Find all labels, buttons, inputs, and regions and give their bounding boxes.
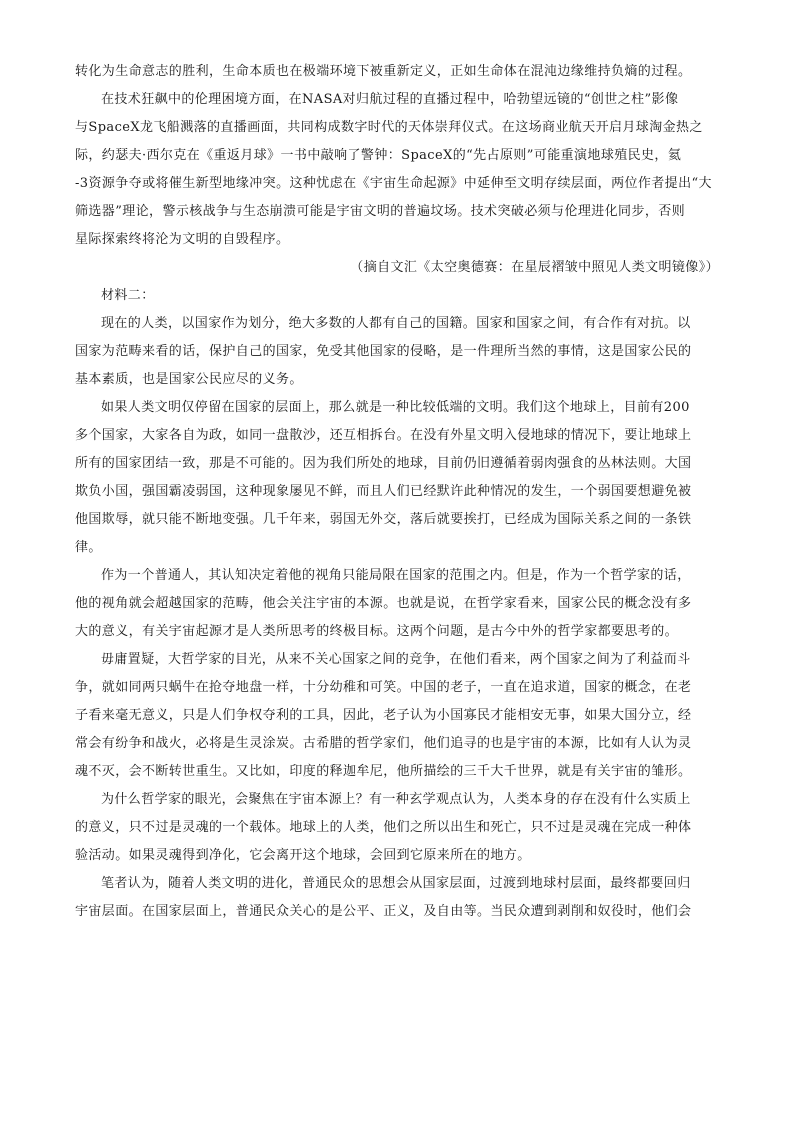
text-line: 国家为范畴来看的话，保护自己的国家，免受其他国家的侵略，是一件理所当然的事情，这是国家公民的 xyxy=(75,344,692,359)
text-line: 的意义，只不过是灵魂的一个载体。地球上的人类，他们之所以出生和死亡，只不过是灵魂在完成一种体 xyxy=(75,820,692,835)
text-line: 宇宙层面。在国家层面上，普通民众关心的是公平、正义，及自由等。当民众遭到剥削和奴役时，他们会 xyxy=(75,904,692,919)
text-line: 验活动。如果灵魂得到净化，它会离开这个地球，会回到它原来所在的地方。 xyxy=(75,848,531,863)
text-line: 所有的国家团结一致，那是不可能的。因为我们所处的地球，目前仍旧遵循着弱肉强食的丛林法则。大国 xyxy=(75,456,692,471)
text-line: 子看来毫无意义，只是人们争权夺利的工具，因此，老子认为小国寡民才能相安无事，如果大国分立，经 xyxy=(75,708,692,723)
text-line: 星际探索终将沦为文明的自毁程序。 xyxy=(75,232,290,247)
text-line: 筛选器”理论，警示核战争与生态崩溃可能是宇宙文明的普遍坟场。技术突破必须与伦理进化同步，否则 xyxy=(75,204,686,219)
text-line: 为什么哲学家的眼光，会聚焦在宇宙本源上？有一种玄学观点认为，人类本身的存在没有什么实质上 xyxy=(101,792,691,807)
text-line: 常会有纷争和战火，必将是生灵涂炭。古希腊的哲学家们，他们追寻的也是宇宙的本源，比如有人认为灵 xyxy=(75,736,692,751)
text-line: 他国欺辱，就只能不断地变强。几千年来，弱国无外交，落后就要挨打，已经成为国际关系之间的一条铁 xyxy=(75,512,692,527)
text-line: 欺负小国，强国霸凌弱国，这种现象屡见不鲜，而且人们已经默许此种情况的发生，一个弱国要想避免被 xyxy=(75,484,692,499)
text-line: 基本素质，也是国家公民应尽的义务。 xyxy=(75,372,303,387)
document-page xyxy=(75,58,719,926)
source-citation: （摘自文汇《太空奥德赛：在星辰褶皱中照见人类文明镜像》） xyxy=(350,260,719,275)
text-line: 他的视角就会超越国家的范畴，他会关注宇宙的本源。也就是说，在哲学家看来，国家公民的概念没有多 xyxy=(75,596,692,611)
text-line: 争，就如同两只蜗牛在抢夺地盘一样，十分幼稚和可笑。中国的老子，一直在追求道，国家的概念，在老 xyxy=(75,680,692,695)
text-line: 如果人类文明仅停留在国家的层面上，那么就是一种比较低端的文明。我们这个地球上，目前有200 xyxy=(101,400,690,415)
text-line: 笔者认为，随着人类文明的进化，普通民众的思想会从国家层面，过渡到地球村层面，最终都要回归 xyxy=(101,876,691,891)
text-line: 作为一个普通人，其认知决定着他的视角只能局限在国家的范围之内。但是，作为一个哲学家的话， xyxy=(101,568,691,583)
text-line: -3资源争夺或将催生新型地缘冲突。这种忧虑在《宇宙生命起源》中延伸至文明存续层面，两位作者提出“大 xyxy=(75,176,712,191)
text-line: 大的意义，有关宇宙起源才是人类所思考的终极目标。这两个问题，是古今中外的哲学家都要思考的。 xyxy=(75,624,679,639)
text-line: 在技术狂飙中的伦理困境方面，在NASA对归航过程的直播过程中，哈勃望远镜的“创世之柱”影像 xyxy=(101,92,679,107)
text-line: 现在的人类，以国家作为划分，绝大多数的人都有自己的国籍。国家和国家之间，有合作有对抗。以 xyxy=(101,316,691,331)
text-line: 际，约瑟夫·西尔克在《重返月球》一书中敲响了警钟：SpaceX的“先占原则”可能重演地球殖民史，氦 xyxy=(75,148,682,163)
text-line: 律。 xyxy=(75,540,102,555)
text-line: 毋庸置疑，大哲学家的目光，从来不关心国家之间的竞争，在他们看来，两个国家之间为了利益而斗 xyxy=(101,652,691,667)
text-line: 转化为生命意志的胜利，生命本质也在极端环境下被重新定义，正如生命体在混沌边缘维持负熵的过程。 xyxy=(75,64,692,79)
text-line: 多个国家，大家各自为政，如同一盘散沙，还互相拆台。在没有外星文明入侵地球的情况下，要让地球上 xyxy=(75,428,692,443)
text-line: 材料二： xyxy=(101,288,155,303)
text-line: 魂不灭，会不断转世重生。又比如，印度的释迦牟尼，他所描绘的三千大千世界，就是有关宇宙的雏形。 xyxy=(75,764,692,779)
text-line: 与SpaceX龙飞船溅落的直播画面，共同构成数字时代的天体崇拜仪式。在这场商业航天开启月球淘金热之 xyxy=(75,120,703,135)
